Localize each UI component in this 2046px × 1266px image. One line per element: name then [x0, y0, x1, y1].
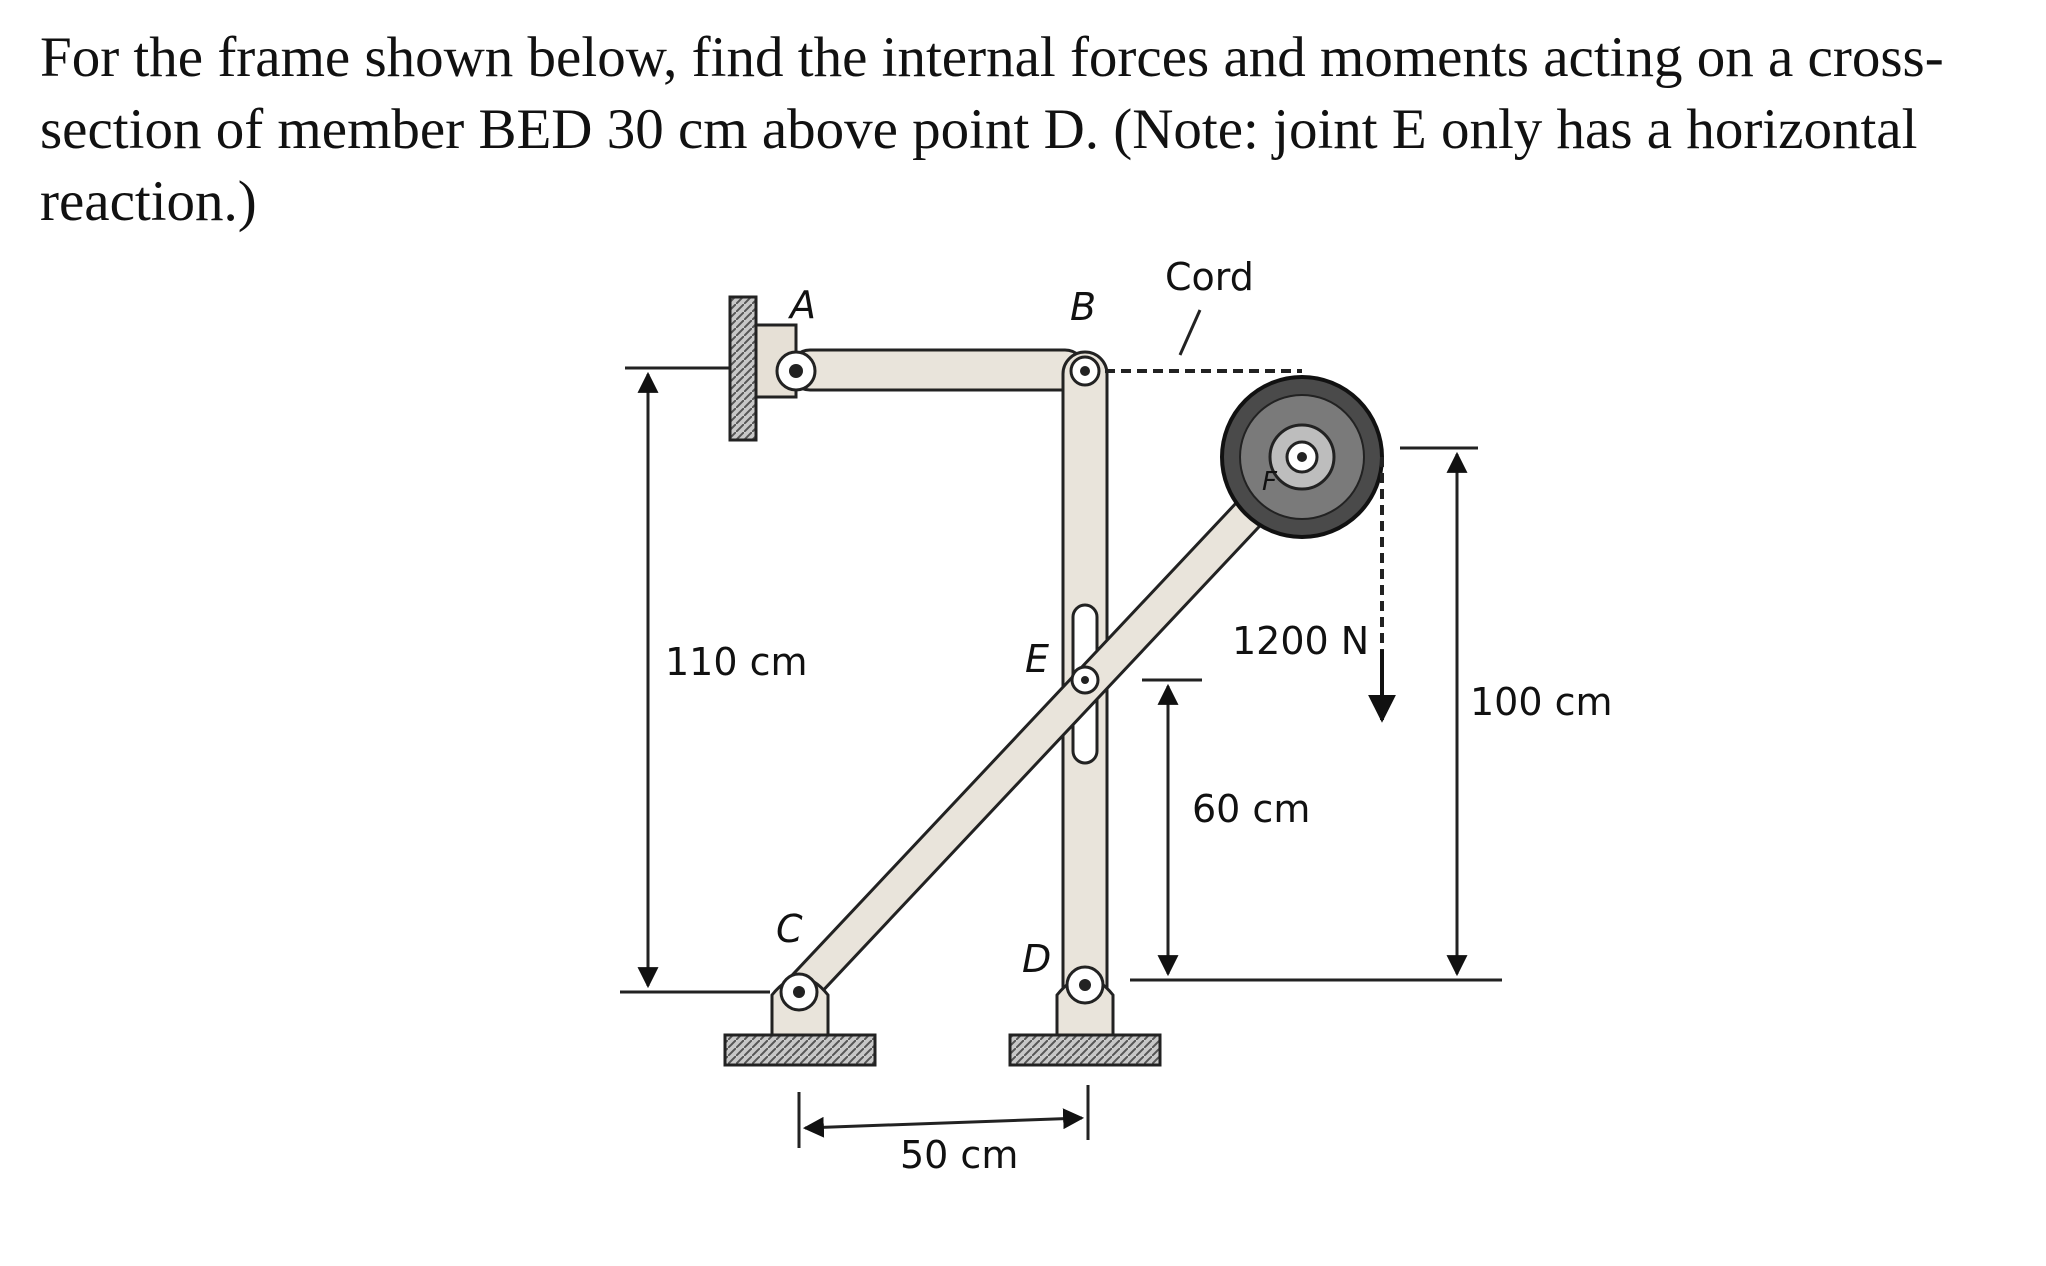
pin-f: [1287, 442, 1317, 472]
dimension-50-label: 50 cm: [900, 1133, 1019, 1177]
dimension-100-label: 100 cm: [1470, 680, 1613, 724]
label-e: E: [1025, 637, 1050, 681]
label-f: F: [1262, 467, 1277, 497]
label-cord: Cord: [1165, 255, 1254, 299]
dimension-110-label: 110 cm: [665, 640, 808, 684]
dimension-60: [1130, 680, 1502, 980]
member-ab: [790, 350, 1085, 390]
label-b: B: [1070, 285, 1097, 329]
dimension-100: [1400, 448, 1478, 974]
label-d: D: [1022, 937, 1052, 981]
member-cf: [799, 457, 1302, 992]
problem-line-2: section of member BED 30 cm above point D. (Note: joint E only has a horizontal: [40, 98, 1918, 161]
label-a: A: [790, 283, 816, 327]
cord-leader: [1180, 310, 1200, 355]
pin-d: [1067, 967, 1103, 1003]
pin-a: [777, 352, 815, 390]
problem-line-3: reaction.): [40, 170, 257, 233]
label-c: C: [776, 907, 803, 951]
dimension-60-label: 60 cm: [1192, 787, 1311, 831]
pin-b: [1071, 357, 1099, 385]
pin-c: [781, 974, 817, 1010]
problem-line-1: For the frame shown below, find the internal forces and moments acting on a cross-: [40, 26, 1944, 89]
pin-e: [1072, 667, 1098, 693]
load-label: 1200 N: [1232, 619, 1370, 663]
